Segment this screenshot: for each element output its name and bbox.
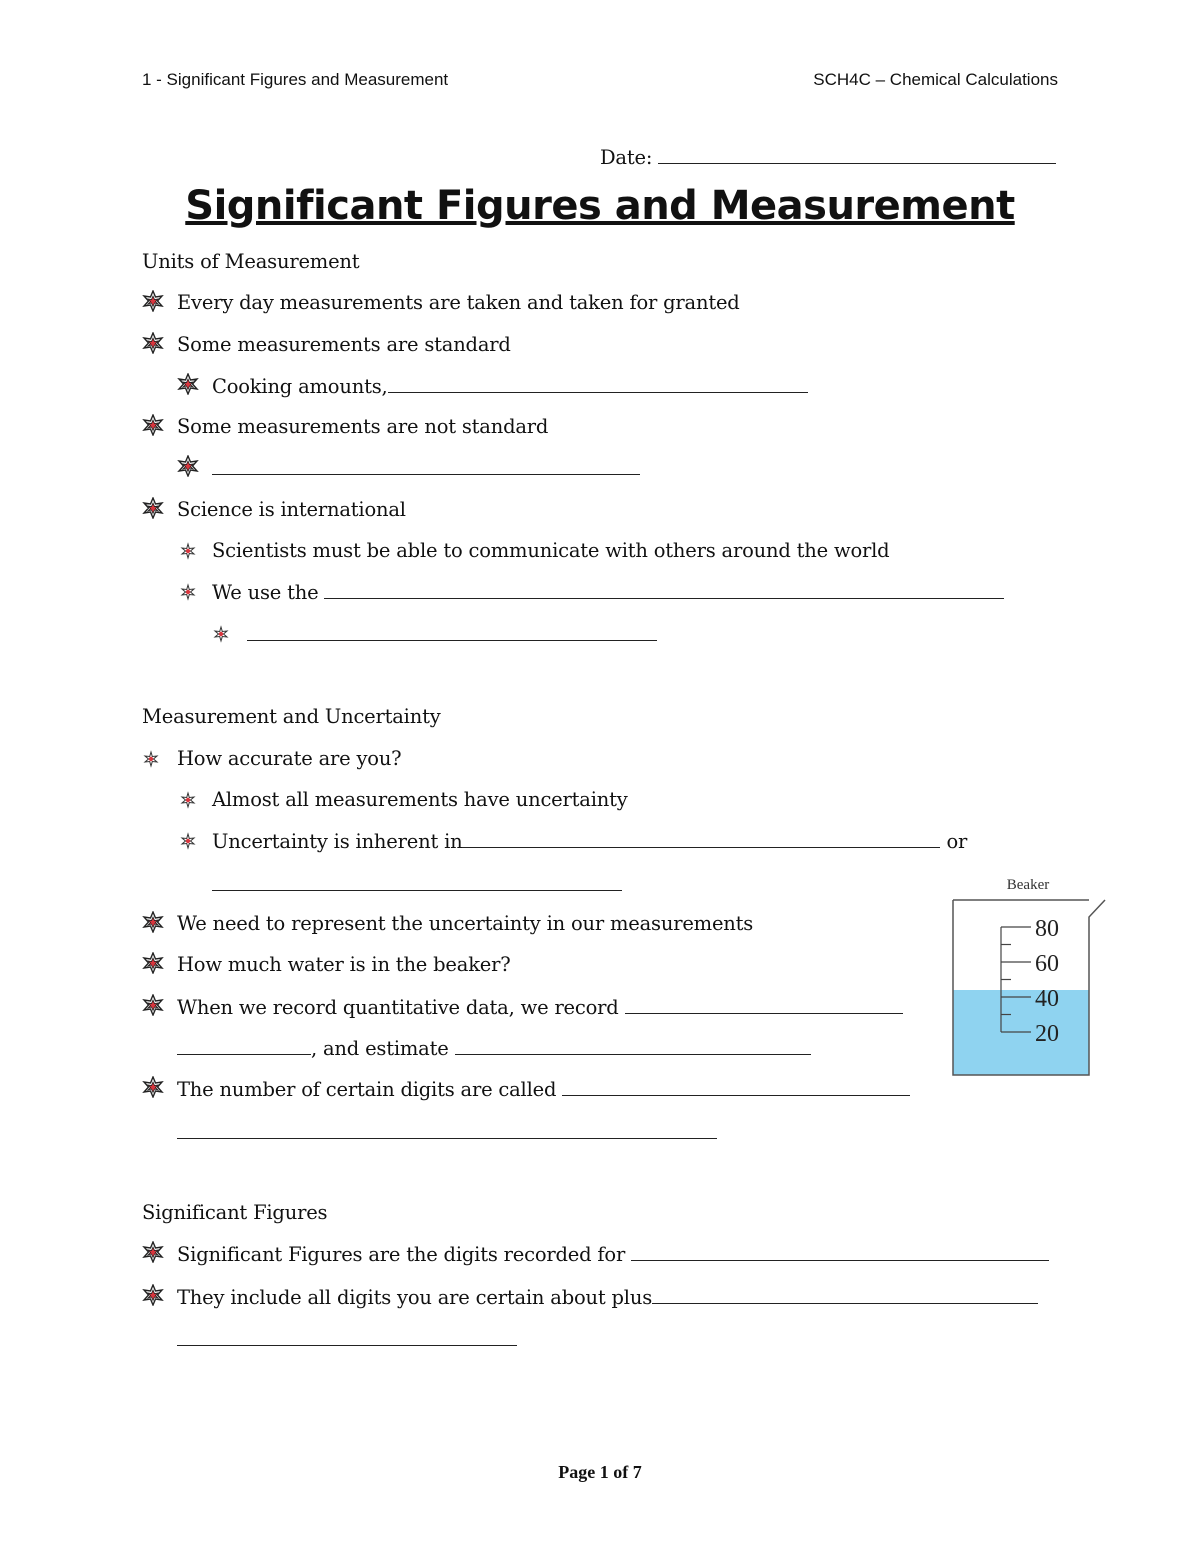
page-number: Page 1 of 7 (558, 1462, 642, 1482)
bullet-line (177, 1285, 1038, 1310)
answer-blank (212, 872, 622, 891)
or-text: or (946, 830, 968, 853)
star-small-bullet-icon (177, 540, 199, 562)
star-bullet-icon (177, 373, 199, 395)
bullet-line (247, 622, 657, 647)
bullet-text: Scientists must be able to communicate with others around the world (212, 539, 890, 562)
answer-blank (562, 1077, 910, 1096)
bullet-text: , and estimate (311, 1037, 449, 1060)
star-small-bullet-icon (210, 623, 232, 645)
answer-blank (324, 580, 1004, 599)
answer-blank (177, 1036, 311, 1055)
star-bullet-icon (142, 332, 164, 354)
beaker-mark-label: 80 (1035, 916, 1059, 942)
bullet-text: Cooking amounts, (212, 375, 388, 398)
bullet-text: Uncertainty is inherent in (212, 830, 463, 853)
bullet-line-cont (177, 1120, 717, 1145)
bullet-text: Almost all measurements have uncertainty (212, 788, 628, 811)
bullet-text: Significant Figures are the digits recorded for (177, 1243, 626, 1266)
bullet-text: Science is international (177, 498, 406, 521)
bullet-line (212, 829, 967, 854)
star-small-bullet-icon (140, 748, 162, 770)
star-bullet-icon (142, 1241, 164, 1263)
bullet-text: Some measurements are not standard (177, 415, 549, 438)
answer-blank (212, 456, 640, 475)
star-bullet-icon (142, 1076, 164, 1098)
star-bullet-icon (142, 952, 164, 974)
date-blank (658, 145, 1056, 164)
answer-blank (247, 622, 657, 641)
bullet-line (212, 456, 640, 481)
star-small-bullet-icon (177, 581, 199, 603)
bullet-text: How much water is in the beaker? (177, 953, 511, 976)
star-bullet-icon (142, 497, 164, 519)
star-bullet-icon (142, 1284, 164, 1306)
bullet-text: They include all digits you are certain about plus (177, 1286, 652, 1309)
section-heading-uncertainty: Measurement and Uncertainty (142, 705, 441, 728)
bullet-line (177, 1077, 910, 1102)
star-bullet-icon (142, 290, 164, 312)
star-bullet-icon (142, 414, 164, 436)
answer-blank (177, 1327, 517, 1346)
bullet-line (212, 374, 808, 399)
date-line (600, 145, 1056, 170)
star-bullet-icon (142, 994, 164, 1016)
bullet-text: When we record quantitative data, we record (177, 996, 619, 1019)
bullet-text: How accurate are you? (177, 747, 402, 770)
answer-blank (652, 1285, 1038, 1304)
date-label: Date: (600, 146, 653, 169)
bullet-line (177, 1242, 1049, 1267)
bullet-line-cont (177, 1327, 517, 1352)
bullet-line-cont (212, 872, 622, 897)
bullet-text: We use the (212, 581, 319, 604)
bullet-text: Some measurements are standard (177, 333, 511, 356)
answer-blank (388, 374, 808, 393)
star-bullet-icon (177, 455, 199, 477)
bullet-text: The number of certain digits are called (177, 1078, 557, 1101)
bullet-line (177, 995, 903, 1020)
running-header-right: SCH4C – Chemical Calculations (813, 70, 1058, 89)
beaker-mark-label: 20 (1035, 1021, 1059, 1047)
answer-blank (631, 1242, 1049, 1261)
beaker-mark-label: 60 (1035, 951, 1059, 977)
bullet-text: We need to represent the uncertainty in our measurements (177, 912, 754, 935)
bullet-line-cont (177, 1036, 811, 1061)
beaker-mark-label: 40 (1035, 986, 1059, 1012)
bullet-line (212, 580, 1004, 605)
star-small-bullet-icon (177, 789, 199, 811)
star-small-bullet-icon (177, 830, 199, 852)
running-header-left: 1 - Significant Figures and Measurement (142, 70, 449, 89)
section-heading-units: Units of Measurement (142, 250, 360, 273)
answer-blank (625, 995, 903, 1014)
section-heading-sigfigs: Significant Figures (142, 1201, 328, 1224)
answer-blank (177, 1120, 717, 1139)
beaker-figure (945, 872, 1110, 1082)
star-bullet-icon (142, 911, 164, 933)
page-title: Significant Figures and Measurement (185, 183, 1015, 229)
bullet-text: Every day measurements are taken and taken for granted (177, 291, 740, 314)
beaker-label: Beaker (1006, 877, 1050, 893)
answer-blank (462, 829, 940, 848)
answer-blank (455, 1036, 811, 1055)
